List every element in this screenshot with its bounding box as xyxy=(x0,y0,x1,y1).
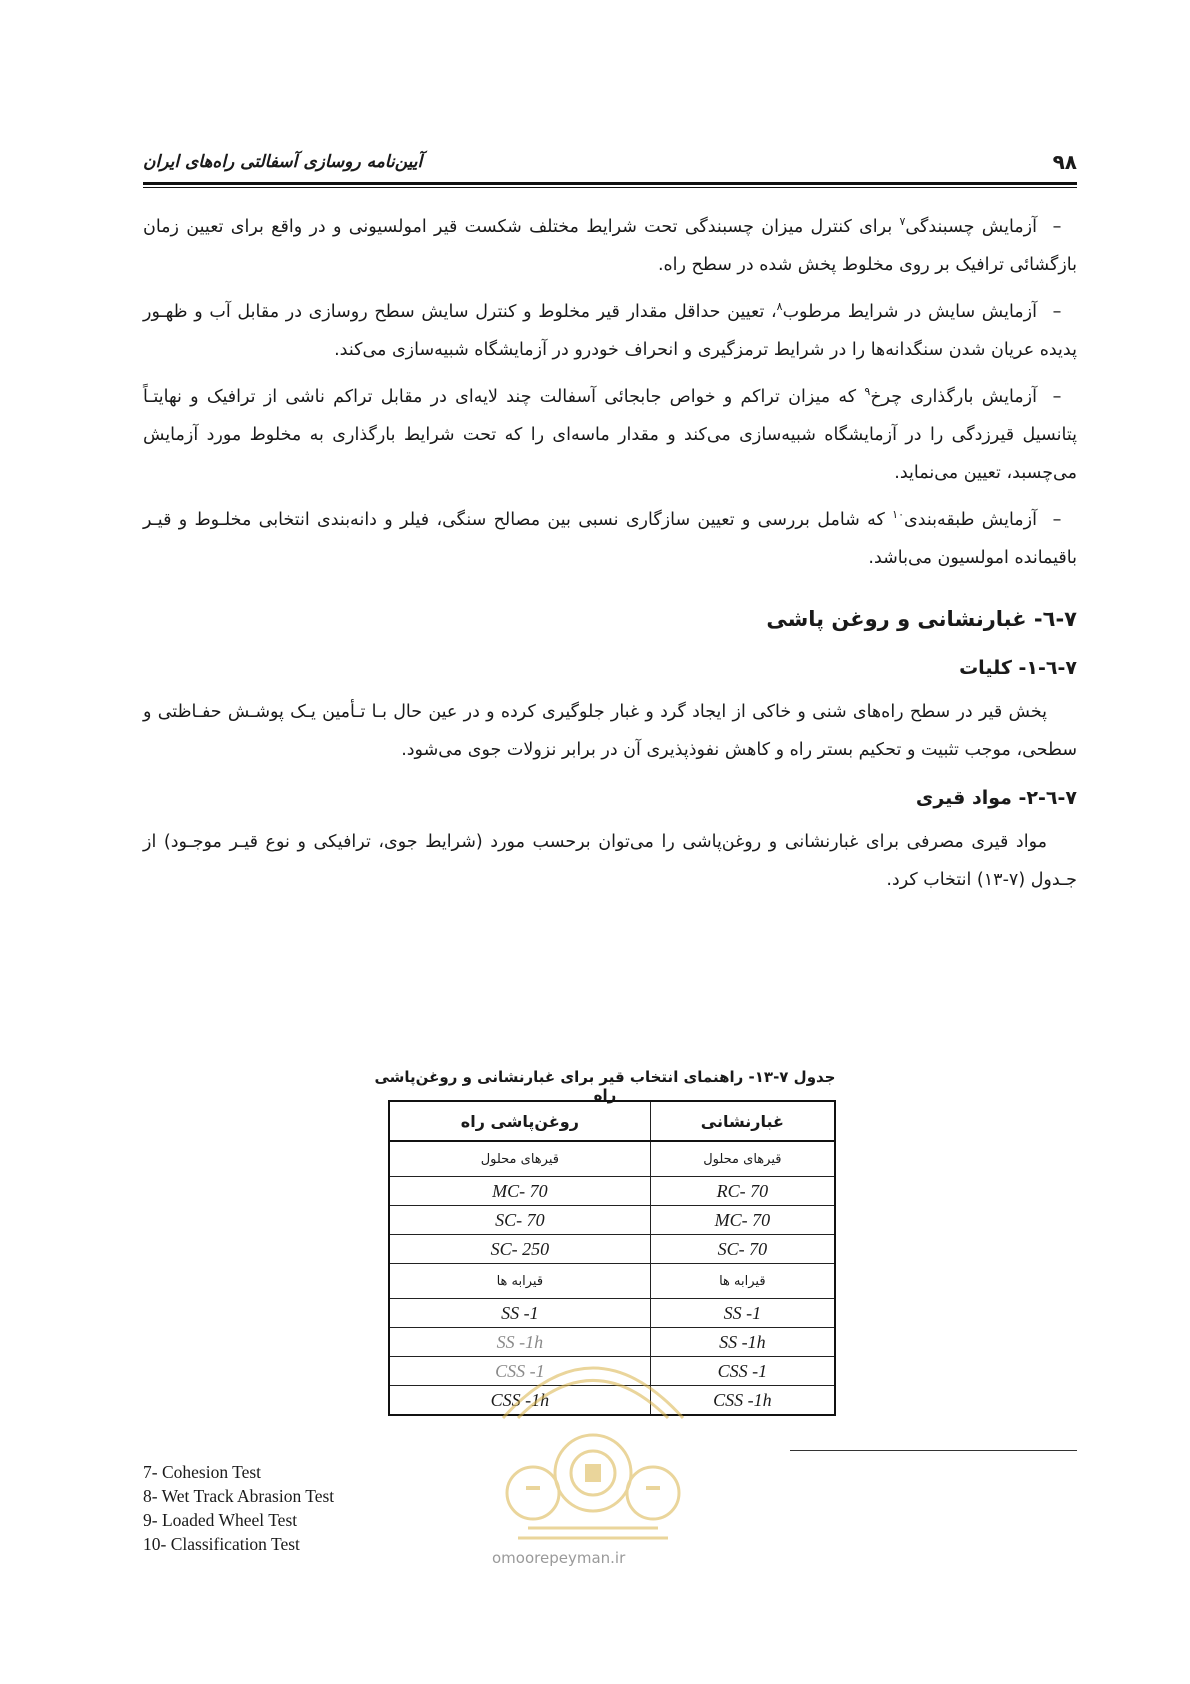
table-cell: CSS -1h xyxy=(389,1386,650,1416)
table-cell: MC- 70 xyxy=(389,1177,650,1206)
bullet-text: که میزان تراکم و خواص جابجائی آسفالت چند لایه‌ای در مقابل تراکم ناشی از ترافیک و نهایتـاً پتانسیل قیرزدگی را در آزمایشگاه شبیه‌سازی می‌کند و مقدار ماسه‌ای را که تحت شرایط بارگذاری به مخلوط مورد آزمایش می‌چسبد، تعیین می‌نماید. xyxy=(143,387,1077,483)
bullet-classification-test xyxy=(143,501,1077,577)
table-caption: جدول ۷-۱۳- راهنمای انتخاب قیر برای غبارنشانی و روغن‌پاشی راه xyxy=(374,1068,836,1104)
column-header-dust: غبارنشانی xyxy=(650,1101,835,1141)
bullet-dash: – xyxy=(1052,387,1062,407)
table-row xyxy=(389,1206,835,1235)
bullet-lead: آزمایش چسبندگی xyxy=(905,217,1037,237)
bullet-lead: آزمایش بارگذاری چرخ xyxy=(870,387,1037,407)
footnote-ref: ۹ xyxy=(864,385,871,399)
table-cell-group: قیرابه ها xyxy=(650,1264,835,1299)
table-cell: CSS -1 xyxy=(650,1357,835,1386)
footnote-ref: ۷ xyxy=(899,215,906,229)
header-rule-thin xyxy=(143,187,1077,188)
table-row xyxy=(389,1141,835,1177)
table-cell: CSS -1h xyxy=(650,1386,835,1416)
running-title: آیین‌نامه روسازی آسفالتی راه‌های ایران xyxy=(143,152,423,172)
footnote-item: 7- Cohesion Test xyxy=(143,1462,262,1482)
subsection-heading-materials: ۷-٦-۲- مواد قیری xyxy=(915,787,1077,809)
footnote-item: 8- Wet Track Abrasion Test xyxy=(143,1486,335,1506)
bullet-cohesion-test xyxy=(143,208,1077,284)
watermark-site: omoorepeyman.ir xyxy=(492,1549,626,1567)
section-heading: ۷-٦- غبارنشانی و روغن پاشی xyxy=(766,607,1077,631)
table-row xyxy=(389,1235,835,1264)
page-number: ۹۸ xyxy=(1052,150,1077,174)
table-cell-group: قیرابه ها xyxy=(389,1264,650,1299)
table-cell: CSS -1 xyxy=(389,1357,650,1386)
bullet-text: که شامل بررسی و تعیین سازگاری نسبی بین مصالح سنگی، فیلر و دانه‌بندی انتخابی مخلـوط و قیـر باقیمانده امولسیون می‌باشد. xyxy=(143,510,1077,568)
table-row xyxy=(389,1264,835,1299)
bullet-loaded-wheel-test xyxy=(143,378,1077,492)
page-content xyxy=(143,208,1077,908)
bullet-dash: – xyxy=(1052,302,1062,322)
footnote-item: 9- Loaded Wheel Test xyxy=(143,1510,298,1530)
table-cell-group: قیرهای محلول xyxy=(389,1141,650,1177)
bullet-text: برای کنترل میزان چسبندگی تحت شرایط مختلف شکست قیر امولسیونی و در واقع برای تعیین زمان بازگشائی ترافیک بر روی مخلوط پخش شده در سطح راه. xyxy=(143,217,1077,275)
bullet-lead: آزمایش سایش در شرایط مرطوب xyxy=(782,302,1037,322)
bullet-lead: آزمایش طبقه‌بندی xyxy=(904,510,1037,530)
table-cell: RC- 70 xyxy=(650,1177,835,1206)
table-row xyxy=(389,1177,835,1206)
page-header xyxy=(143,150,1077,180)
omoor-peyman-seal-icon xyxy=(488,1298,698,1558)
footnote-rule xyxy=(790,1450,1077,1451)
bullet-wet-track-test xyxy=(143,293,1077,369)
table-cell-group: قیرهای محلول xyxy=(650,1141,835,1177)
table-cell: SS -1 xyxy=(650,1299,835,1328)
table-cell: SC- 70 xyxy=(389,1206,650,1235)
table-cell: MC- 70 xyxy=(650,1206,835,1235)
bullet-dash: – xyxy=(1052,217,1062,237)
column-header-oil: روغن‌پاشی راه xyxy=(389,1101,650,1141)
paragraph-materials: مواد قیری مصرفی برای غبارنشانی و روغن‌پاشی را می‌توان برحسب مورد (شرایط جوی، ترافیکی و نوع قیـر موجـود) از جـدول (۷-۱۳) انتخاب کرد. xyxy=(143,832,1077,890)
table-cell: SS -1h xyxy=(389,1328,650,1357)
table-cell: SC- 250 xyxy=(389,1235,650,1264)
bullet-text: ، تعیین حداقل مقدار قیر مخلوط و کنترل سایش سطح روسازی در مقابل آب و ظهـور پدیده عریان شدن سنگدانه‌ها را در شرایط ترمزگیری و انحراف خودرو در آزمایشگاه شبیه‌سازی می‌کند. xyxy=(143,302,1077,360)
footnotes xyxy=(143,1460,334,1556)
table-cell: SS -1 xyxy=(389,1299,650,1328)
table-cell: SC- 70 xyxy=(650,1235,835,1264)
header-rule xyxy=(143,182,1077,185)
subsection-heading-general: ۷-٦-۱- کلیات xyxy=(959,657,1077,679)
footnote-ref: ۱۰ xyxy=(892,508,904,522)
table-header-row xyxy=(389,1101,835,1141)
bullet-dash: – xyxy=(1052,510,1062,530)
footnote-ref: ۸ xyxy=(776,300,783,314)
paragraph-general: پخش قیر در سطح راه‌های شنی و خاکی از ایجاد گرد و غبار جلوگیری کرده و در عین حال بـا تـأمین یـک پوشـش حفـاظتی و سطحی، موجب تثبیت و تحکیم بستر راه و کاهش نفوذپذیری آن در برابر نزولات جوی می‌شود. xyxy=(143,702,1077,760)
table-cell: SS -1h xyxy=(650,1328,835,1357)
footnote-item: 10- Classification Test xyxy=(143,1534,300,1554)
